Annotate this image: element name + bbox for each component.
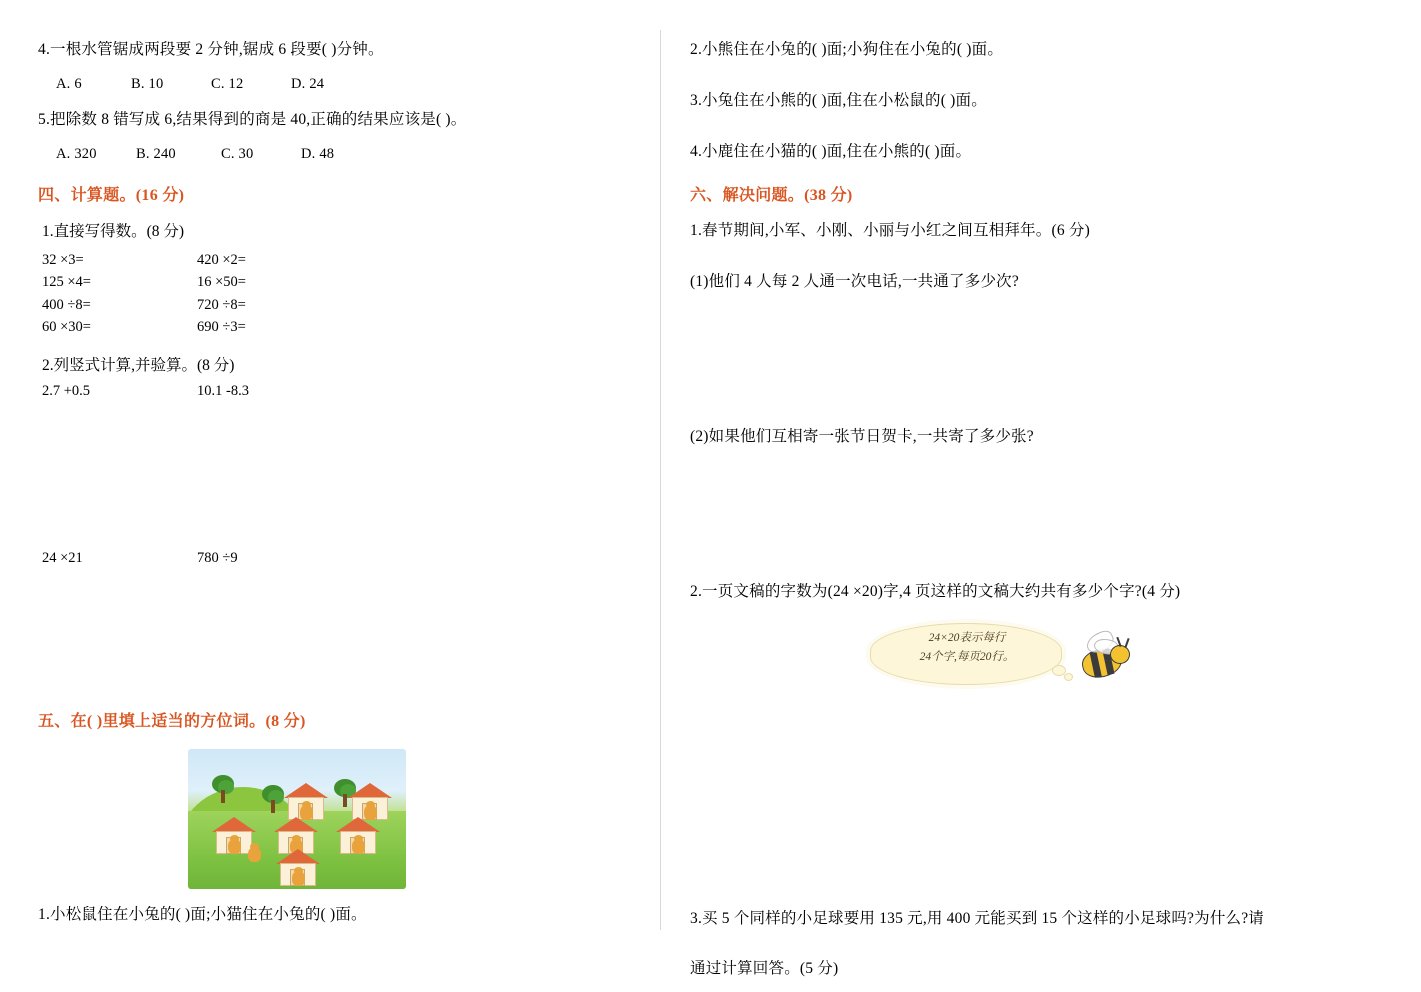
section-four-heading: 四、计算题。(16 分) — [38, 186, 185, 204]
vertical-calc-row — [42, 550, 638, 567]
answer-space — [38, 567, 638, 692]
animal-icon — [248, 847, 261, 862]
subsection-1-heading: 1.直接写得数。(8 分) — [42, 222, 185, 240]
option-c: C. 30 — [221, 145, 254, 162]
question-4-options — [56, 73, 638, 96]
animal-icon — [352, 839, 365, 854]
option-a: A. 320 — [56, 145, 97, 162]
calc-item: 400 ÷8= — [42, 296, 91, 313]
animal-icon — [228, 839, 241, 854]
option-b: B. 10 — [131, 75, 164, 92]
column-divider — [660, 30, 661, 930]
question-5-text: 5.把除数 8 错写成 6,结果得到的商是 40,正确的结果应该是( )。 — [38, 110, 467, 128]
house-icon — [284, 783, 328, 821]
problem-1-part-2: (2)如果他们互相寄一张节日贺卡,一共寄了多少张? — [690, 427, 1034, 445]
section-five-question-1: 1.小松鼠住在小兔的( )面;小猫住在小兔的( )面。 — [38, 905, 367, 923]
calc-row — [42, 271, 638, 293]
subsection-2-heading: 2.列竖式计算,并验算。(8 分) — [42, 356, 235, 374]
problem-1-text: 1.春节期间,小军、小刚、小丽与小红之间互相拜年。(6 分) — [690, 222, 1090, 240]
calc-item: 16 ×50= — [197, 274, 246, 291]
bee-icon — [1066, 631, 1136, 687]
answer-space — [690, 847, 1290, 907]
option-d: D. 24 — [291, 75, 325, 92]
calc-row — [42, 249, 638, 271]
problem-1-part-1: (1)他们 4 人每 2 人通一次电话,一共通了多少次? — [690, 273, 1019, 291]
house-icon — [336, 817, 380, 855]
animal-icon — [292, 871, 305, 886]
option-b: B. 240 — [136, 145, 176, 162]
calc-item: 10.1 -8.3 — [197, 382, 249, 399]
calc-item: 2.7 +0.5 — [42, 382, 91, 399]
bee-picture — [870, 617, 1170, 697]
calc-item: 125 ×4= — [42, 274, 91, 291]
calc-item: 780 ÷9 — [197, 549, 238, 566]
calc-item: 720 ÷8= — [197, 296, 246, 313]
calc-row — [42, 294, 638, 316]
option-a: A. 6 — [56, 75, 82, 92]
option-d: D. 48 — [301, 145, 335, 162]
house-icon — [348, 783, 392, 821]
direct-calculation-list — [42, 249, 638, 339]
section-five-heading: 五、在( )里填上适当的方位词。(8 分) — [38, 712, 306, 730]
house-icon — [276, 849, 320, 887]
section-five-question-3: 3.小兔住在小熊的( )面,住在小松鼠的( )面。 — [690, 91, 987, 109]
calc-item: 60 ×30= — [42, 319, 91, 336]
bubble-line-1: 24×20表示每行 — [928, 631, 1006, 644]
problem-3-line-1: 3.买 5 个同样的小足球要用 135 元,用 400 元能买到 15 个这样的小足球吗?为什么?请 — [690, 909, 1265, 927]
calc-item: 690 ÷3= — [197, 319, 246, 336]
bubble-line-2: 24个字,每页20行。 — [919, 651, 1015, 664]
tree-icon — [210, 775, 236, 805]
section-six-heading: 六、解决问题。(38 分) — [690, 187, 853, 205]
answer-space — [690, 697, 1290, 847]
right-column — [690, 38, 1290, 992]
village-illustration — [188, 749, 406, 889]
question-4-text: 4.一根水管锯成两段要 2 分钟,锯成 6 段要( )分钟。 — [38, 41, 384, 58]
problem-3-line-2: 通过计算回答。(5 分) — [690, 960, 839, 978]
section-five-question-2: 2.小熊住在小兔的( )面;小狗住在小兔的( )面。 — [690, 41, 1004, 58]
answer-space — [690, 460, 1290, 580]
village-picture — [188, 749, 638, 889]
calc-item: 24 ×21 — [42, 549, 83, 566]
problem-2-text: 2.一页文稿的字数为(24 ×20)字,4 页这样的文稿大约共有多少个字?(4 分) — [690, 582, 1181, 600]
calc-row — [42, 316, 638, 338]
speech-bubble-text — [888, 629, 1046, 668]
section-five-question-4: 4.小鹿住在小猫的( )面,住在小熊的( )面。 — [690, 142, 972, 160]
calc-item: 32 ×3= — [42, 251, 84, 268]
option-c: C. 12 — [211, 75, 244, 92]
bee-antenna — [1124, 638, 1129, 648]
vertical-calc-row — [42, 383, 638, 400]
bee-head — [1110, 645, 1130, 664]
left-column — [38, 38, 638, 938]
calc-item: 420 ×2= — [197, 251, 246, 268]
answer-space — [38, 400, 638, 550]
tree-icon — [260, 785, 286, 815]
question-5-options — [56, 143, 638, 166]
answer-space — [690, 305, 1290, 425]
